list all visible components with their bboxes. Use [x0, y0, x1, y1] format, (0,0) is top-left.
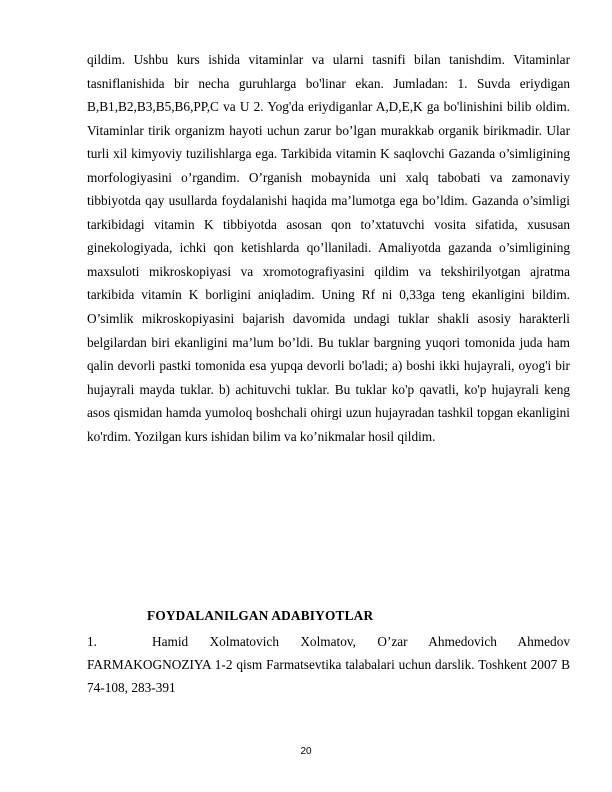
- reference-text: Hamid Xolmatovich Xolmatov, O’zar Ahmedovich Ahmedov FARMAKOGNOZIYA 1-2 qism Farmatsevtika talabalari uchun darslik. Toshkent 2007 B 74-108, 283-391: [87, 634, 570, 696]
- reference-number: 1.: [87, 634, 97, 649]
- body-paragraph: qildim. Ushbu kurs ishida vitaminlar va ularni tasnifi bilan tanishdim. Vitaminlar tasniflanishida bir necha guruhlarga bo'linar ekan. Jumladan: 1. Suvda eriydigan B,B1,B2,B3,B5,B6,PP,C va U 2. Yog'da eriydiganlar A,D,E,K ga bo'linishini bilib oldim. Vitaminlar tirik organizm hayoti uchun zarur bo’lgan murakkab organik birikmadir. Ular turli xil kimyoviy tuzilishlarga ega. Tarkibida vitamin K saqlovchi Gazanda o’simligining morfologiyasini o’rgandim. O’rganish mobaynida uni xalq tabobati va zamonaviy tibbiyotda qay usullarda foydalanishi haqida ma’lumotga ega bo’ldim. Gazanda o’simligi tarkibidagi vitamin K tibbiyotda asosan qon to’xtatuvchi vosita sifatida, xususan ginekologiyada, ichki qon ketishlarda qo’llaniladi. Amaliyotda gazanda o’simligining maxsuloti mikroskopiyasi va xromotografiyasini qildim va tekshirilyotgan ajratma tarkibida vitamin K borligini aniqladim. Uning Rf ni 0,33ga teng ekanligini bildim. O’simlik mikroskopiyasini bajarish davomida undagi tuklar shakli asosiy harakterli belgilardan biri ekanligini ma’lum bo’ldi. Bu tuklar bargning yuqori tomonida juda ham qalin devorli pastki tomonida esa yupqa devorli bo'ladi; a) boshi ikki hujayrali, oyog'i bir hujayrali mayda tuklar. b) achituvchi tuklar. Bu tuklar ko'p qavatli, ko'p hujayrali keng asos qismidan hamda yumoloq boshchali ohirgi uzun hujayradan tashkil topgan ekanligini ko'rdim. Yozilgan kurs ishidan bilim va ko’nikmalar hosil qildim.: [87, 52, 570, 444]
- page-number: 20: [300, 746, 312, 757]
- references-heading: FOYDALANILGAN ADABIYOTLAR: [147, 608, 374, 623]
- reference-item: [87, 630, 570, 700]
